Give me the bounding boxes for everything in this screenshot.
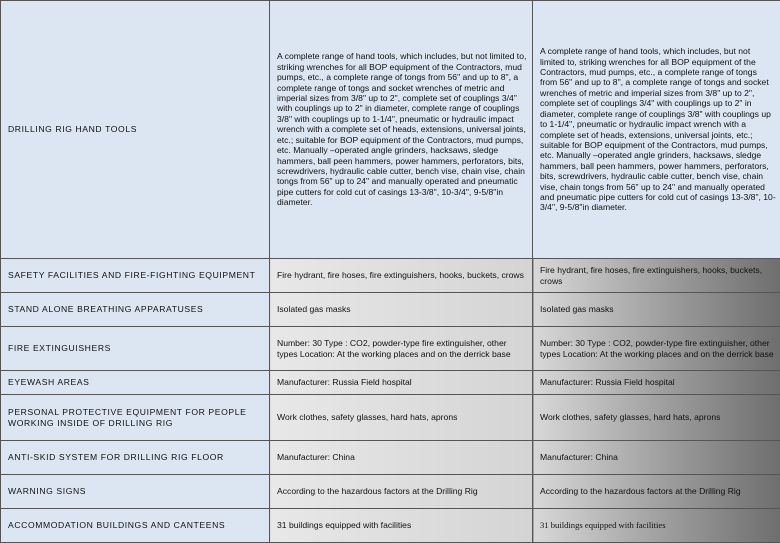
- actual-spec-cell: Isolated gas masks: [533, 293, 780, 327]
- table-row: [1, 371, 780, 395]
- row-label: ANTI-SKID SYSTEM FOR DRILLING RIG FLOOR: [1, 441, 270, 475]
- actual-spec-cell: A complete range of hand tools, which includes, but not limited to, striking wrenches for all BOP equipment of the Contractors, mud pumps, etc., a complete range of tongs from 56" and up to 8", a complete range of tongs and socket wrenches of metric and imperial sizes from 3/8" up to 2", complete set of couplings 3/4" with couplings up to 2" in diameter, complete range of couplings 3/8" with couplings up to 1-1/4", pneumatic or hydraulic impact wrench with a complete set of heads, extensions, universal joints, etc.; suitable for BOP equipment of the Contractors, mud pumps, etc. Manually –operated angle grinders, hacksaws, sledge hammers, ball peen hammers, power hammers, perforators, bits, screwdrivers, hydraulic cable cutter, bench vise, chain vise, chain tongs from 56" up to 24" and manually operated and pneumatic pipe cutters for cold cut of casings 13-3/8", 10-3/4", 9-5/8"in diameter.: [533, 1, 780, 259]
- row-label: EYEWASH AREAS: [1, 371, 270, 395]
- row-label: ACCOMMODATION BUILDINGS AND CANTEENS: [1, 509, 270, 543]
- table-row: [1, 509, 780, 543]
- actual-spec-cell: Work clothes, safety glasses, hard hats, aprons: [533, 395, 780, 441]
- table-row: [1, 475, 780, 509]
- actual-spec-cell: Fire hydrant, fire hoses, fire extinguishers, hooks, buckets, crows: [533, 259, 780, 293]
- row-label: SAFETY FACILITIES AND FIRE-FIGHTING EQUIPMENT: [1, 259, 270, 293]
- actual-spec-cell: According to the hazardous factors at the Drilling Rig: [533, 475, 780, 509]
- table-row: [1, 259, 780, 293]
- actual-spec-cell: 31 buildings equipped with facilities: [533, 509, 780, 543]
- actual-spec-cell: Manufacturer: Russia Field hospital: [533, 371, 780, 395]
- contractor-spec-cell: Number: 30 Type : CO2, powder-type fire extinguisher, other types Location: At the working places and on the derrick base: [270, 327, 533, 371]
- table-row: [1, 395, 780, 441]
- contractor-spec-cell: A complete range of hand tools, which includes, but not limited to, striking wrenches for all BOP equipment of the Contractors, mud pumps, etc., a complete range of tongs from 56" and up to 8", a complete range of tongs and socket wrenches of metric and imperial sizes from 3/8" up to 2", complete set of couplings 3/4" with couplings up to 2" in diameter, complete range of couplings 3/8" with couplings up to 1-1/4", pneumatic or hydraulic impact wrench with a complete set of heads, extensions, universal joints, etc.; suitable for BOP equipment of the Contractors, mud pumps, etc. Manually –operated angle grinders, hacksaws, sledge hammers, ball peen hammers, power hammers, perforators, bits, screwdrivers, hydraulic cable cutter, bench vise, chain vise, chain tongs from 56" up to 24" and manually operated and pneumatic pipe cutters for cold cut of casings 13-3/8", 10-3/4", 9-5/8"in diameter.: [270, 1, 533, 259]
- contractor-spec-cell: Work clothes, safety glasses, hard hats, aprons: [270, 395, 533, 441]
- row-label: DRILLING RIG HAND TOOLS: [1, 1, 270, 259]
- actual-spec-cell: Number: 30 Type : CO2, powder-type fire extinguisher, other types Location: At the working places and on the derrick base: [533, 327, 780, 371]
- table-row: [1, 1, 780, 259]
- table-row: [1, 293, 780, 327]
- contractor-spec-cell: Isolated gas masks: [270, 293, 533, 327]
- contractor-spec-cell: Manufacturer: China: [270, 441, 533, 475]
- row-label: PERSONAL PROTECTIVE EQUIPMENT FOR PEOPLE WORKING INSIDE OF DRILLING RIG: [1, 395, 270, 441]
- actual-spec-cell: Manufacturer: China: [533, 441, 780, 475]
- contractor-spec-cell: According to the hazardous factors at the Drilling Rig: [270, 475, 533, 509]
- table-row: [1, 327, 780, 371]
- row-label: WARNING SIGNS: [1, 475, 270, 509]
- row-label: FIRE EXTINGUISHERS: [1, 327, 270, 371]
- contractor-spec-cell: 31 buildings equipped with facilities: [270, 509, 533, 543]
- contractor-spec-cell: Fire hydrant, fire hoses, fire extinguishers, hooks, buckets, crows: [270, 259, 533, 293]
- row-label: STAND ALONE BREATHING APPARATUSES: [1, 293, 270, 327]
- contractor-spec-cell: Manufacturer: Russia Field hospital: [270, 371, 533, 395]
- table-row: [1, 441, 780, 475]
